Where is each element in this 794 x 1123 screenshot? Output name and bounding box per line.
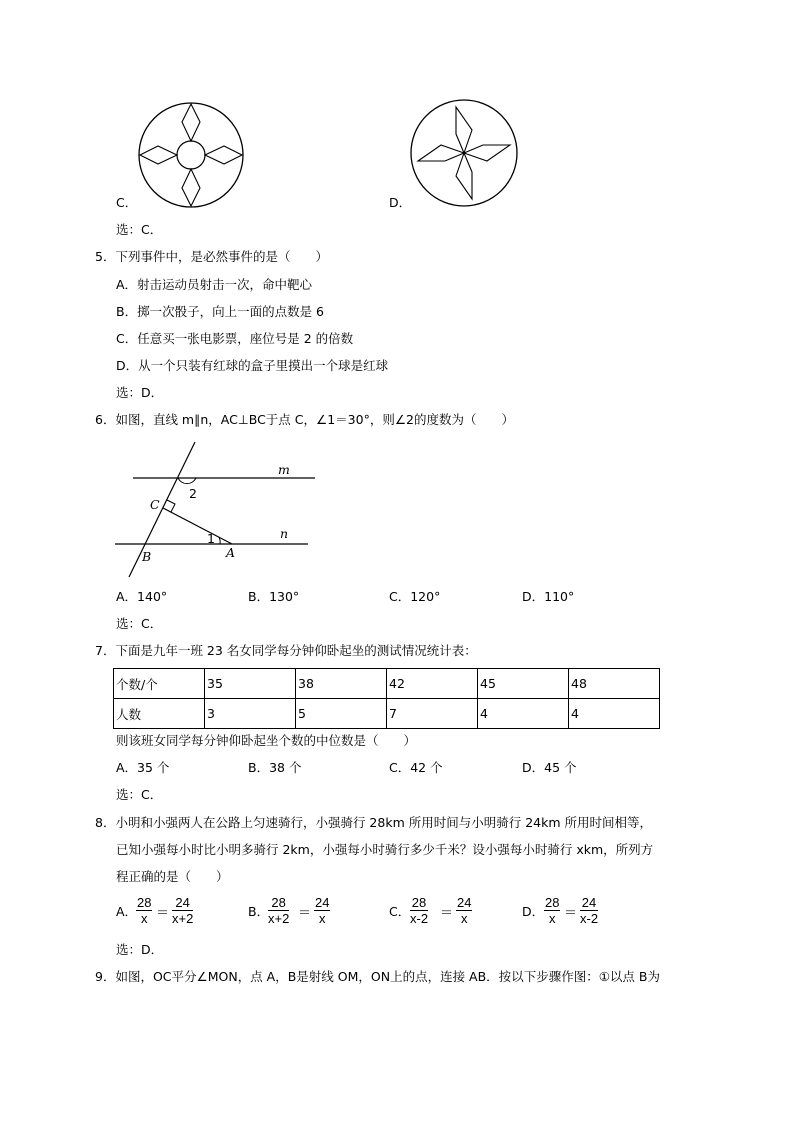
- denominator: x-2: [580, 911, 599, 926]
- q8-option-a-label: A．: [116, 904, 138, 919]
- q7-option-a: A．35 个: [116, 760, 170, 775]
- numerator: 28: [545, 895, 560, 910]
- denominator: x: [140, 911, 148, 926]
- q5-stem: 5．下列事件中，是必然事件的是（ ）: [95, 249, 328, 264]
- q6-answer: 选：C．: [116, 616, 163, 631]
- denominator: x-2: [410, 911, 429, 926]
- equals-sign: ＝: [156, 906, 170, 921]
- q5-option-d: D．从一个只装有红球的盒子里摸出一个球是红球: [116, 358, 389, 373]
- q8-option-c-right-fraction: [456, 895, 472, 926]
- q6-option-d: D．110°: [522, 589, 575, 604]
- q6-label-a: A: [226, 545, 236, 560]
- table-row: [114, 699, 660, 729]
- numerator: 24: [172, 895, 193, 911]
- table-cell: 35: [205, 669, 296, 699]
- numerator: 24: [315, 895, 330, 910]
- q6-option-a: A．140°: [116, 589, 168, 604]
- q8-option-a-right-fraction: [172, 895, 193, 926]
- q7-question: 则该班女同学每分钟仰卧起坐个数的中位数是（ ）: [116, 733, 417, 748]
- table-cell: 4: [478, 699, 569, 729]
- q4-label-c: C．: [116, 195, 138, 210]
- q6-label-c: C: [150, 497, 160, 512]
- table-cell: 个数/个: [114, 669, 205, 699]
- q8-line1: 8．小明和小强两人在公路上匀速骑行，小强骑行 28km 所用时间与小明骑行 24km 所用时间相等，: [95, 815, 652, 830]
- q7-answer: 选：C．: [116, 787, 163, 802]
- q6-label-b: B: [142, 549, 152, 564]
- q6-stem: 6．如图，直线 m∥n，AC⊥BC于点 C，∠1＝30°，则∠2的度数为（ ）: [95, 412, 514, 427]
- numerator: 24: [457, 895, 472, 910]
- denominator: x+2: [268, 911, 290, 926]
- q7-option-d: D．45 个: [522, 760, 577, 775]
- numerator: 28: [411, 895, 427, 910]
- numerator: 28: [137, 895, 152, 910]
- q5-option-b: B．掷一次骰子，向上一面的点数是 6: [116, 304, 325, 319]
- table-cell: 4: [569, 699, 660, 729]
- table-cell: 人数: [114, 699, 205, 729]
- q7-option-b: B．38 个: [248, 760, 302, 775]
- table-cell: 7: [387, 699, 478, 729]
- denominator: x: [318, 911, 326, 926]
- table-row: [114, 669, 660, 699]
- q6-label-angle2: 2: [189, 486, 197, 501]
- q7-stem: 7．下面是九年一班 23 名女同学每分钟仰卧起坐的测试情况统计表：: [95, 643, 477, 658]
- table-cell: 48: [569, 669, 660, 699]
- q8-option-b-right-fraction: [314, 895, 330, 926]
- q6-label-n: n: [280, 526, 289, 541]
- q8-option-d-right-fraction: [580, 895, 598, 926]
- q4-label-d: D．: [389, 195, 412, 210]
- q8-line2: 已知小强每小时比小明多骑行 2km，小强每小时骑行多少千米？设小强每小时骑行 xkm，所列方: [116, 842, 654, 857]
- q6-option-b: B．130°: [248, 589, 300, 604]
- q8-answer: 选：D．: [116, 942, 164, 957]
- q5-answer: 选：D．: [116, 385, 164, 400]
- table-cell: 42: [387, 669, 478, 699]
- table-cell: 38: [296, 669, 387, 699]
- equals-sign: ＝: [564, 906, 578, 921]
- q8-option-d-left-fraction: [544, 895, 560, 926]
- q5-option-a: A．射击运动员射击一次，命中靶心: [116, 277, 313, 292]
- q8-option-a-left-fraction: [136, 895, 152, 926]
- numerator: 24: [581, 895, 597, 910]
- table-cell: 5: [296, 699, 387, 729]
- q8-option-d-label: D．: [522, 904, 545, 919]
- q8-option-c-label: C．: [389, 904, 411, 919]
- q5-option-c: C．任意买一张电影票，座位号是 2 的倍数: [116, 331, 354, 346]
- angle-2-arc: [178, 478, 196, 484]
- q8-line3: 程正确的是（ ）: [116, 869, 229, 884]
- q6-label-m: m: [278, 462, 290, 477]
- q9-stem: 9．如图，OC平分∠MON，点 A，B是射线 OM，ON上的点，连接 AB．按以下步骤作图：①以点 B为: [95, 969, 660, 984]
- denominator: x+2: [172, 911, 194, 926]
- table-cell: 45: [478, 669, 569, 699]
- equals-sign: ＝: [440, 906, 454, 921]
- denominator: x: [548, 911, 556, 926]
- table-cell: 3: [205, 699, 296, 729]
- segment-ac: [163, 508, 232, 544]
- equals-sign: ＝: [298, 906, 312, 921]
- q8-option-b-label: B．: [248, 904, 270, 919]
- q8-option-b-left-fraction: [268, 895, 289, 926]
- numerator: 28: [268, 895, 289, 911]
- line-bc: [129, 442, 195, 577]
- statistics-table: [113, 668, 660, 729]
- denominator: x: [460, 911, 468, 926]
- q6-option-c: C．120°: [389, 589, 441, 604]
- q7-option-c: C．42 个: [389, 760, 443, 775]
- q6-label-angle1: 1: [207, 531, 215, 546]
- q8-option-c-left-fraction: [410, 895, 428, 926]
- q4-answer: 选：C．: [116, 222, 163, 237]
